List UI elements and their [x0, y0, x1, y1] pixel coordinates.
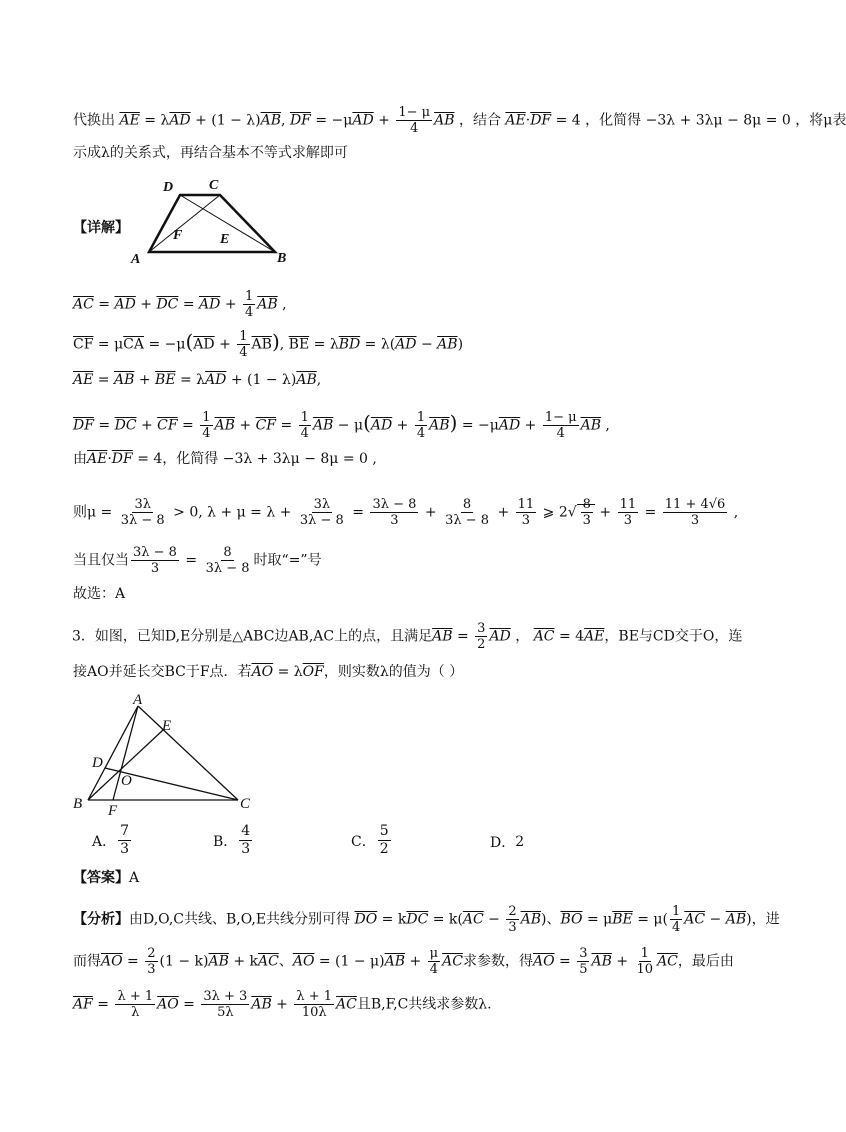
- q3-analysis-line-2: 而得$\overline{AO}$ = $\frac{2}{3}$ $(1 - k)\overline{AB} + k\overline{AC}$、$\overline{AO} = (1 - \mu)\overline{AB}$ + $\frac{\mu}{4}$ $\overline{AC}$求参数，得$\overline{AO}$ = $\frac{3}{5}$ $\overline{AB}$ + $\frac{1}{10}$ $\overline{AC}$，最后由: [73, 946, 734, 977]
- step-2: $\overline{CF} = \mu\overline{CA} = -\mu(\overline{AD}$ + $\frac{1}{4}$ $\overline{AB}$), $\overline{BE} = \lambda\overline{BD} = \lambda(\overline{AD} - \overline{AB})$: [73, 329, 464, 360]
- label-A: A: [131, 252, 141, 267]
- detail-label: 【详解】: [73, 220, 129, 236]
- q3-line-2: 接AO并延长交BC于F点．若$\overline{AO} = \lambda\overline{OF}$，则实数λ的值为（ ）: [73, 664, 464, 680]
- answer-line: 【答案】A: [73, 870, 140, 886]
- tri-label-B: B: [73, 796, 83, 812]
- option-c[interactable]: C． $\frac{5}{2}$: [351, 823, 389, 857]
- label-B: B: [277, 251, 287, 266]
- label-E: E: [220, 232, 230, 247]
- q3-analysis-line-1: 【分析】由D,O,C共线、B,O,E共线分别可得 $\overline{DO} = k\overline{DC} = k(\overline{AC}$ − $\frac{2}{3}$ $\overline{AB}$)、$\overline{BO} = \mu\overline{BE} = \mu$( $\frac{1}{4}$ $\overline{AC} - \overline{AB}$)，进: [73, 904, 780, 935]
- tri-label-D: D: [92, 755, 103, 771]
- step-1: $\overline{AC} = \overline{AD} + \overline{DC} = \overline{AD}$ + $\frac{1}{4}$ $\overline{AB}$ ,: [73, 289, 287, 320]
- step-4: $\overline{DF} = \overline{DC} + \overline{CF}$ = $\frac{1}{4}$ $\overline{AB} + \overline{CF}$ = $\frac{1}{4}$ $\overline{AB} - \mu(\overline{AD}$ + $\frac{1}{4}$ $\overline{AB}) = -\mu\overline{AD}$ + $\frac{1- \mu}{4}$ $\overline{AB}$ ,: [73, 410, 610, 441]
- triangle-diagram: [70, 692, 255, 817]
- analysis-line-1: 代换出 $\overline{AE} = \lambda\overline{AD} + (1 - \lambda)\overline{AB}$, $\overline{DF} = -\mu\overline{AD}$ + $\frac{1- \mu}{4}$ $\overline{AB}$ ，结合 $\overline{AE}\cdot\overline{DF} = 4$ ，化简得 −3λ + 3λμ − 8μ = 0 ，将μ表: [73, 105, 846, 136]
- step-5: 由$\overline{AE}\cdot\overline{DF} = 4$，化简得 −3λ + 3λμ − 8μ = 0 ,: [73, 451, 377, 467]
- tri-label-O: O: [121, 773, 132, 789]
- label-D: D: [163, 180, 174, 195]
- tri-label-C: C: [240, 796, 251, 812]
- step-7: 当且仅当 $\frac{3\lambda - 8}{3}$ = $\frac{8}{3\lambda - 8}$ 时取“=”号: [73, 545, 322, 576]
- tri-label-E: E: [162, 718, 172, 734]
- q3-analysis-line-3: $\overline{AF}$ = $\frac{\lambda + 1}{\lambda}$ $\overline{AO}$ = $\frac{3\lambda + 3}{5\lambda}$ $\overline{AB}$ + $\frac{\lambda + 1}{10\lambda}$ $\overline{AC}$且B,F,C共线求参数λ.: [73, 989, 492, 1020]
- label-C: C: [209, 178, 219, 193]
- answer-choice: 故选：A: [73, 586, 126, 602]
- tri-label-A: A: [133, 692, 143, 708]
- q3-line-1: 3．如图，已知D,E分别是△ABC边AB,AC上的点，且满足$\overline{AB}$ = $\frac{3}{2}$ $\overline{AD}$ ， $\overline{AC} = 4\overline{AE}$，BE与CD交于O，连: [72, 621, 743, 652]
- option-d[interactable]: D． 2: [490, 834, 525, 851]
- analysis-line-2: 示成λ的关系式，再结合基本不等式求解即可: [73, 145, 348, 161]
- trapezoid-diagram: [125, 175, 295, 267]
- step-6: 则μ = $\frac{3\lambda}{3\lambda - 8}$ > 0, λ + μ = λ + $\frac{3\lambda}{3\lambda - 8}$ = $\frac{3\lambda - 8}{3}$ + $\frac{8}{3\lambda - 8}$ + $\frac{11}{3}$ ⩾ 2√ $\frac{8}{3}$ + $\frac{11}{3}$ = $\frac{11 + 4√6}{3}$ ,: [73, 497, 739, 528]
- label-F: F: [173, 228, 183, 243]
- option-a[interactable]: A． $\frac{7}{3}$: [92, 823, 130, 857]
- step-3: $\overline{AE} = \overline{AB} + \overline{BE} = \lambda\overline{AD} + (1 - \lambda)\overline{AB}$,: [73, 372, 322, 388]
- option-b[interactable]: B． $\frac{4}{3}$: [213, 823, 251, 857]
- tri-label-F: F: [108, 803, 118, 819]
